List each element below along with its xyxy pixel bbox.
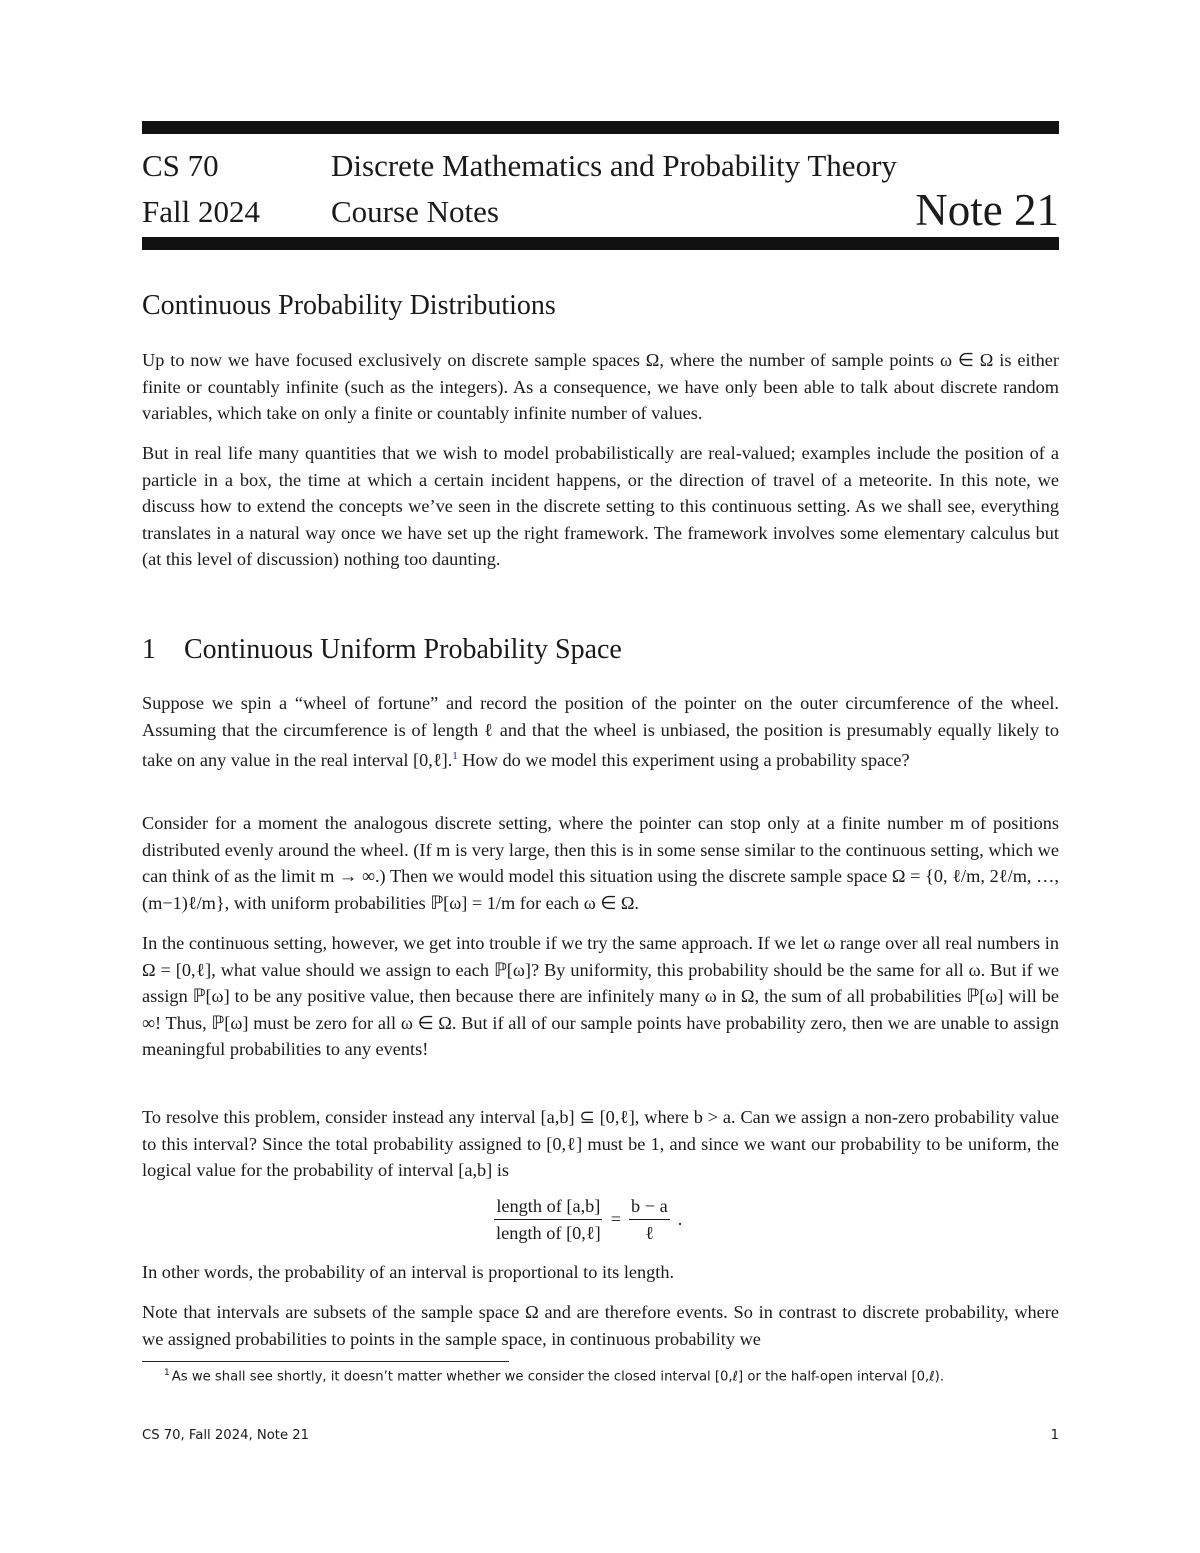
page-number: 1 (1050, 1428, 1059, 1443)
header-bottom-rule (142, 237, 1059, 250)
footnote-divider (142, 1361, 509, 1362)
page-footer-label: CS 70, Fall 2024, Note 21 (142, 1428, 310, 1443)
note-number: Note 21 (915, 185, 1059, 235)
section-1-heading (142, 634, 622, 666)
course-subtitle: Course Notes (331, 194, 499, 229)
footnote-mark: 1 (164, 1368, 170, 1378)
course-title: Discrete Mathematics and Probability Theory (331, 148, 897, 183)
section-1-paragraph-4: To resolve this problem, consider instead any interval [a,b] ⊆ [0,ℓ], where b > a. Can we assign a non-zero probability value to this interval? Since the total probability assigned to [0,ℓ] must be 1, and since we want our probability to be uniform, the logical value for the probability of interval [a,b] is (142, 1107, 1059, 1180)
section-1-paragraph-3: In the continuous setting, however, we get into trouble if we try the same approach. If we let ω range over all real numbers in Ω = [0,ℓ], what value should we assign to each ℙ[ω]? By uniformity, this probability should be the same for all ω. But if we assign ℙ[ω] to be any positive value, then because there are infinitely many ω in Ω, the sum of all probabilities ℙ[ω] will be ∞! Thus, ℙ[ω] must be zero for all ω ∈ Ω. But if all of our sample points have probability zero, then we are unable to assign meaningful probabilities to any events! (142, 933, 1059, 1059)
section-1-paragraph-6: Note that intervals are subsets of the sample space Ω and are therefore events. So in contrast to discrete probability, where we assigned probabilities to points in the sample space, in continuous probability we (142, 1302, 1059, 1349)
equation-right-fraction (629, 1195, 670, 1244)
paragraph-text: Suppose we spin a “wheel of fortune” and record the position of the pointer on the outer circumference of the wheel. Assuming that the circumference is of length ℓ and that the wheel is unbiased, the position is presumably equally likely to take on any value in the real interval [0,ℓ]. (142, 693, 1059, 771)
equation-equals: = (610, 1209, 622, 1229)
intro-heading: Continuous Probability Distributions (142, 290, 556, 321)
section-1-paragraph-1 (142, 690, 1059, 774)
probability-equation (494, 1195, 682, 1244)
footnote-reference[interactable]: 1 (452, 750, 458, 762)
equation-left-numerator: length of [a,b] (494, 1195, 602, 1220)
equation-period: . (677, 1209, 683, 1229)
course-term: Fall 2024 (142, 194, 260, 229)
section-1-paragraph-2: Consider for a moment the analogous discrete setting, where the pointer can stop only at a finite number m of positions distributed evenly around the wheel. (If m is very large, then this is in some sense similar to the continuous setting, which we can think of as the limit m → ∞.) Then we would model this situation using the discrete sample space Ω = {0, ℓ/m, 2ℓ/m, …, (m−1)ℓ/m}, with uniform probabilities ℙ[ω] = 1/m for each ω ∈ Ω. (142, 813, 1059, 913)
footnote-text: As we shall see shortly, it doesn’t matter whether we consider the closed interval [0,ℓ] or the half-open interval [0,ℓ). (171, 1369, 945, 1385)
equation-left-denominator: length of [0,ℓ] (496, 1223, 601, 1243)
paragraph-text-tail: How do we model this experiment using a probability space? (457, 750, 910, 771)
section-1-paragraph-5: In other words, the probability of an interval is proportional to its length. (142, 1262, 675, 1282)
equation-right-numerator: b − a (629, 1195, 670, 1220)
course-code: CS 70 (142, 148, 219, 183)
equation-left-fraction (494, 1195, 603, 1244)
intro-paragraph-1: Up to now we have focused exclusively on discrete sample spaces Ω, where the number of sample points ω ∈ Ω is either finite or countably infinite (such as the integers). As a consequence, we have only been able to talk about discrete random variables, which take on only a finite or countably infinite number of values. (142, 350, 1059, 423)
footnote (164, 1368, 1059, 1384)
header-top-rule (142, 121, 1059, 134)
intro-paragraph-2: But in real life many quantities that we wish to model probabilistically are real-valued; examples include the position of a particle in a box, the time at which a certain incident happens, or the direction of travel of a meteorite. In this note, we discuss how to extend the concepts we’ve seen in the discrete setting to this continuous setting. As we shall see, everything translates in a natural way once we have set up the right framework. The framework involves some elementary calculus but (at this level of discussion) nothing too daunting. (142, 443, 1059, 569)
section-1-title: Continuous Uniform Probability Space (184, 634, 622, 665)
section-1-number: 1 (142, 634, 156, 665)
equation-right-denominator: ℓ (645, 1223, 654, 1243)
